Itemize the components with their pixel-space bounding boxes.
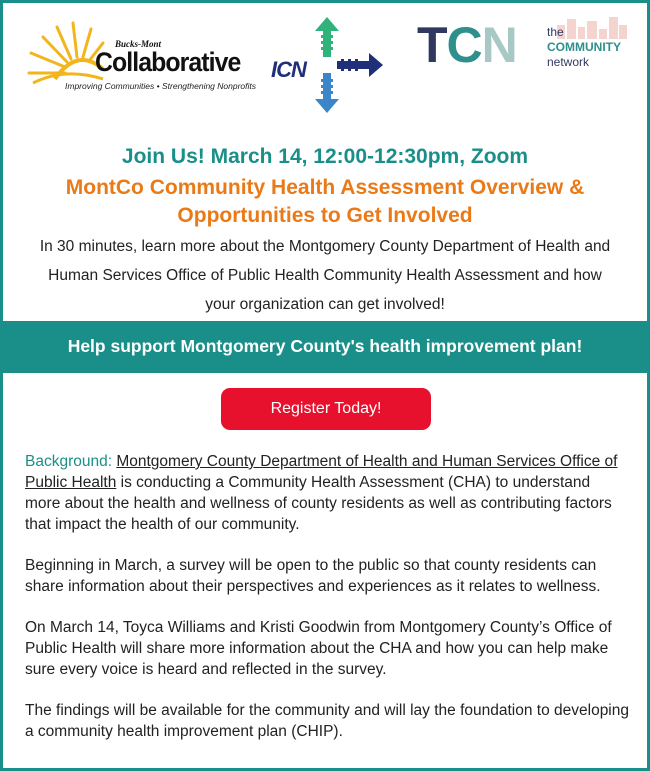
icn-logo[interactable] [271, 17, 383, 113]
background-label: Background: [25, 453, 113, 470]
register-button[interactable]: Register Today! [221, 388, 431, 430]
bucks-mont-small-text: Bucks-Mont [115, 39, 162, 49]
office-of-public-health-link[interactable]: Montgomery County Department of Health and Human Services Office of Public Health [25, 453, 618, 491]
support-banner [3, 321, 647, 373]
findings-paragraph: The findings will be available for the community and will lay the foundation to developing a community health improvement plan (CHIP). [25, 702, 629, 740]
event-title-heading: MontCo Community Health Assessment Overview & Opportunities to Get Involved [65, 176, 585, 227]
logo-row [3, 3, 647, 121]
tcn-letter-n: N [481, 17, 517, 73]
icn-wordmark: ICN [271, 57, 306, 82]
presenters-paragraph: On March 14, Toyca Williams and Kristi Goodwin from Montgomery County’s Office of Public Health will share more information about the CHA and how you can help make sure every voice is heard and reflected in the survey. [25, 619, 612, 678]
body-copy [25, 451, 629, 762]
sun-icon [25, 17, 105, 89]
tcn-letter-c: C [446, 17, 482, 73]
tcn-subtitle [547, 25, 621, 70]
tcn-community-network-logo[interactable] [417, 17, 633, 87]
survey-paragraph: Beginning in March, a survey will be open to the public so that county residents can share information about their perspectives and experiences as it relates to wellness. [25, 557, 601, 595]
collaborative-wordmark: Collaborative [95, 47, 241, 77]
collaborative-tagline: Improving Communities • Strengthening Nonprofits [65, 81, 257, 91]
event-date-heading: Join Us! March 14, 12:00-12:30pm, Zoom [121, 145, 529, 168]
support-banner-text: Help support Montgomery County's health improvement plan! [67, 336, 583, 356]
tcn-sub-community: COMMUNITY [547, 40, 621, 54]
tcn-letter-t: T [417, 17, 447, 73]
background-paragraph [25, 451, 629, 535]
background-text: is conducting a Community Health Assessment (CHA) to understand more about the health and wellness of county residents as well as contributing factors that impact the health of our community. [25, 474, 612, 533]
intro-text: In 30 minutes, learn more about the Montgomery County Department of Health and Human Services Office of Public Health Community Health Assessment and how your organization can get involved! [39, 238, 611, 313]
tcn-sub-the: the [547, 25, 564, 39]
tcn-wordmark [417, 17, 517, 73]
tcn-sub-network: network [547, 55, 590, 69]
bucks-mont-collaborative-logo[interactable] [25, 17, 257, 99]
